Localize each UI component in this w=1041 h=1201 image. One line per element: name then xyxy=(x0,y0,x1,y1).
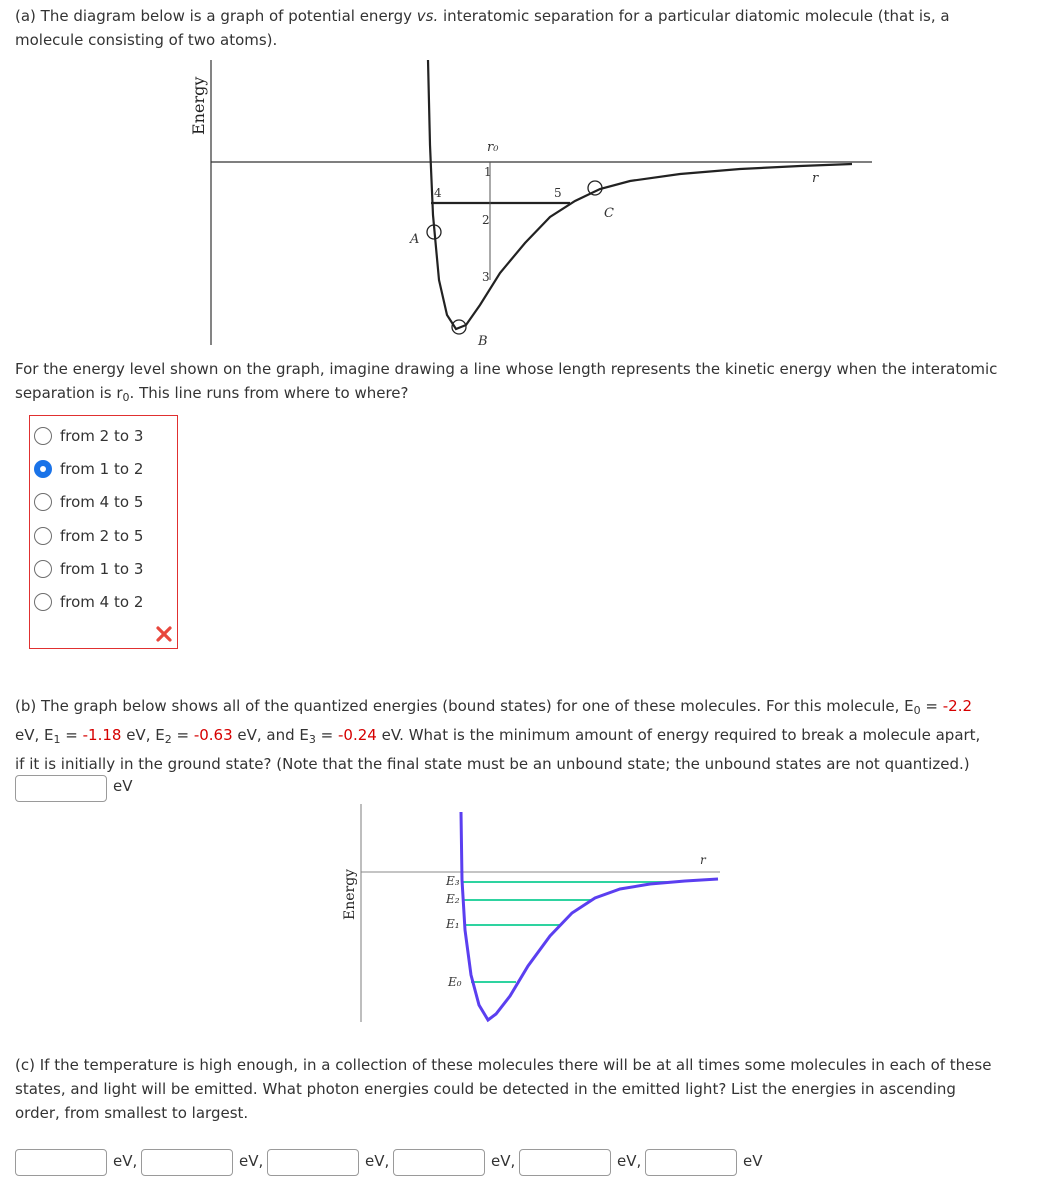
choice-option-1[interactable] xyxy=(34,424,143,448)
choice-label: from 1 to 2 xyxy=(60,460,144,478)
choice-option-6[interactable] xyxy=(34,590,143,614)
r-axis-label: r xyxy=(700,853,706,867)
photon-energy-input-5[interactable] xyxy=(519,1149,611,1176)
choice-option-5[interactable] xyxy=(34,557,143,581)
choice-label: from 4 to 5 xyxy=(60,493,144,511)
energy-axis-label: Energy xyxy=(189,76,208,135)
unit-label: eV xyxy=(113,777,133,795)
label-e0: E₀ xyxy=(448,975,462,989)
radio-button[interactable] xyxy=(34,527,52,545)
part-c-question: (c) If the temperature is high enough, in a collection of these molecules there will be at all times some molecules in each of these states, and light will be emitted. What photon energies could be detected in the emitted light? List the energies in ascending order, from smallest to largest. xyxy=(15,1056,992,1122)
label-4: 4 xyxy=(434,186,442,200)
label-b: B xyxy=(478,334,488,349)
label-5: 5 xyxy=(554,186,562,200)
choice-option-4[interactable] xyxy=(34,524,143,548)
label-e2: E₂ xyxy=(446,892,460,906)
photon-energy-input-1[interactable] xyxy=(15,1149,107,1176)
photon-energy-input-6[interactable] xyxy=(645,1149,737,1176)
label-1: 1 xyxy=(484,165,492,179)
r0-label: r₀ xyxy=(487,140,499,155)
radio-button[interactable] xyxy=(34,560,52,578)
label-3: 3 xyxy=(482,270,490,284)
choice-option-3[interactable] xyxy=(34,490,143,514)
photon-energy-input-2[interactable] xyxy=(141,1149,233,1176)
label-a: A xyxy=(410,232,420,247)
min-energy-input[interactable] xyxy=(15,775,107,802)
label-2: 2 xyxy=(482,213,490,227)
choice-option-2[interactable] xyxy=(34,457,143,481)
unit-label: eV, xyxy=(365,1152,390,1170)
potential-curve xyxy=(461,812,718,1020)
photon-energy-input-3[interactable] xyxy=(267,1149,359,1176)
radio-button[interactable] xyxy=(34,593,52,611)
radio-button[interactable] xyxy=(34,427,52,445)
part-b-question: (b) The graph below shows all of the quantized energies (bound states) for one of these molecules. For this molecule, $E_0 = -2.2$ eV, $E_1 = -1.18$ eV, $E_2 = -0.63$ eV, and $E_3 = -0.24$ eV. What is the minimum amount of energy required to break a molecule apart, if it is initially in the ground state? (Note that the final state must be an unbound state; the unbound states are not quantized.) xyxy=(15,697,981,773)
label-e1: E₁ xyxy=(446,917,460,931)
radio-button[interactable] xyxy=(34,493,52,511)
part-a-question: (a) The diagram below is a graph of potential energy vs. interatomic separation for a particular diatomic molecule (that is, a molecule consisting of two atoms). xyxy=(15,7,950,49)
energy-axis-label: Energy xyxy=(342,868,358,920)
label-e3: E₃ xyxy=(446,874,460,888)
unit-label: eV xyxy=(743,1152,763,1170)
potential-curve xyxy=(428,60,852,329)
choice-label: from 2 to 5 xyxy=(60,527,144,545)
unit-label: eV, xyxy=(617,1152,642,1170)
unit-label: eV, xyxy=(491,1152,516,1170)
choice-label: from 4 to 2 xyxy=(60,593,144,611)
incorrect-x-icon xyxy=(155,625,173,643)
unit-label: eV, xyxy=(239,1152,264,1170)
part-a-prompt: For the energy level shown on the graph, imagine drawing a line whose length represents the kinetic energy when the interatomic separation is $r_0$. This line runs from where to where? xyxy=(15,360,998,404)
radio-button-selected[interactable] xyxy=(34,460,52,478)
choice-label: from 2 to 3 xyxy=(60,427,144,445)
potential-energy-graph xyxy=(180,55,880,355)
r-axis-label: r xyxy=(812,171,819,186)
quantized-energy-graph xyxy=(330,800,730,1028)
choice-label: from 1 to 3 xyxy=(60,560,144,578)
label-c: C xyxy=(604,206,614,221)
photon-energy-input-4[interactable] xyxy=(393,1149,485,1176)
unit-label: eV, xyxy=(113,1152,138,1170)
